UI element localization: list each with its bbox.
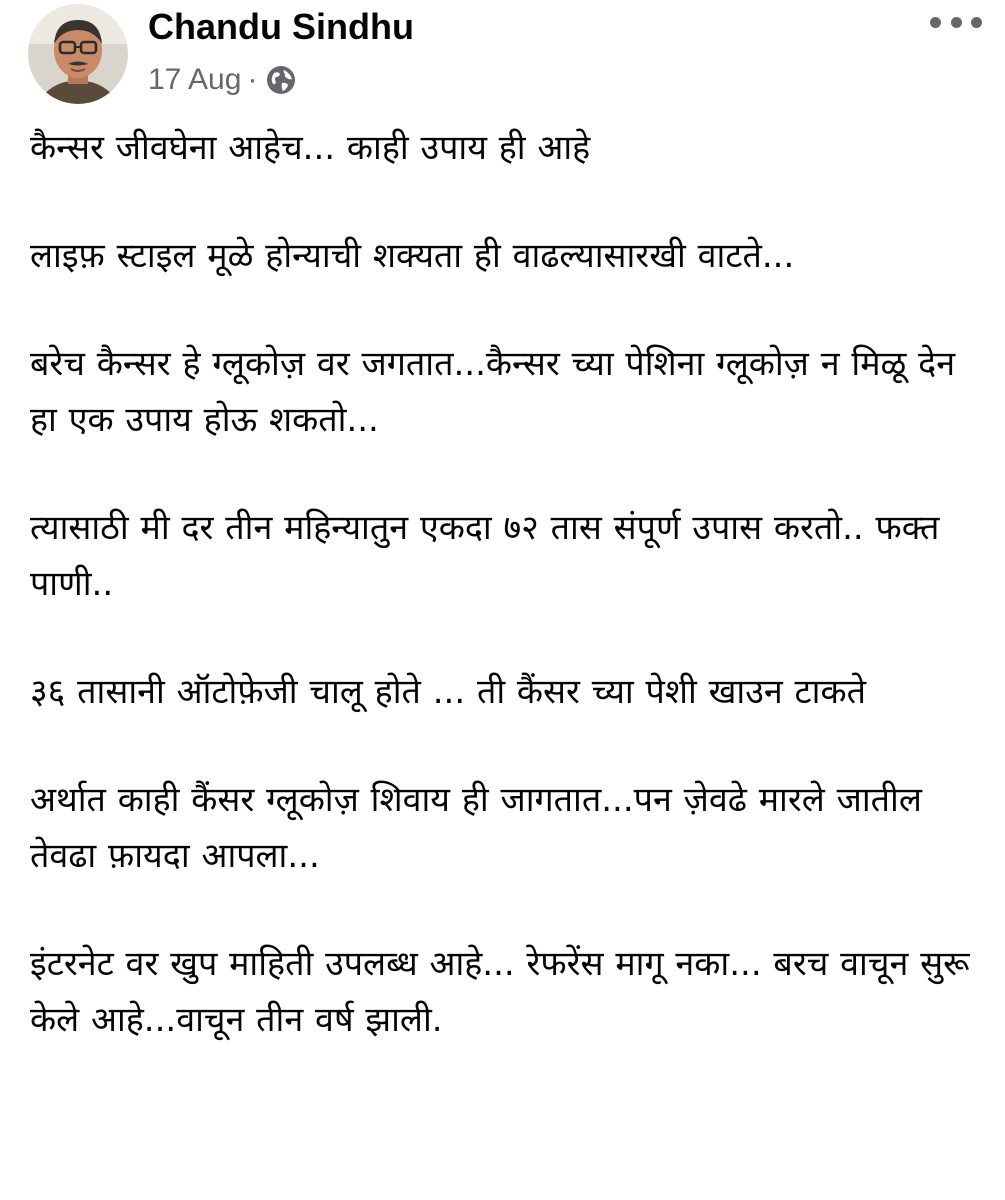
post-paragraph-2: लाइफ़ स्टाइल मूळे होन्याची शक्यता ही वाढल्यासारखी वाटते... [30, 236, 795, 276]
post-body [30, 120, 990, 1100]
post-date[interactable]: 17 Aug [148, 63, 242, 96]
post-header [0, 0, 1005, 110]
more-dot [930, 17, 941, 28]
post-paragraph-5: ३६ तासानी ऑटोफ़ेजी चालू होते ... ती कैंसर च्या पेशी खाउन टाकते [30, 672, 866, 712]
meta-separator: · [247, 63, 258, 96]
post-paragraph-1: कैन्सर जीवघेना आहेच... काही उपाय ही आहे [30, 128, 591, 168]
more-options-icon[interactable] [930, 8, 982, 36]
more-dot [971, 17, 982, 28]
more-dot [951, 17, 962, 28]
post-paragraph-4: त्यासाठी मी दर तीन महिन्यातुन एकदा ७२ तास संपूर्ण उपास करतो.. फक्त पाणी.. [30, 508, 940, 604]
globe-icon [265, 64, 297, 96]
post-paragraph-7: इंटरनेट वर खुप माहिती उपलब्ध आहे... रेफरेंस मागू नका... बरच वाचून सुरू केले आहे...वाचून तीन वर्ष झाली. [30, 944, 970, 1040]
post-paragraph-6: अर्थात काही कैंसर ग्लूकोज़ शिवाय ही जागतात...पन ज़ेवढे मारले जातील तेवढा फ़ायदा आपला... [30, 780, 922, 876]
post-paragraph-3: बरेच कैन्सर हे ग्लूकोज़ वर जगतात...कैन्सर च्या पेशिना ग्लूकोज़ न मिळू देन हा एक उपाय होऊ शकतो... [30, 344, 956, 440]
avatar-image [28, 4, 128, 104]
author-avatar[interactable] [28, 4, 128, 104]
author-name[interactable]: Chandu Sindhu [148, 6, 414, 47]
post-meta [148, 60, 297, 100]
